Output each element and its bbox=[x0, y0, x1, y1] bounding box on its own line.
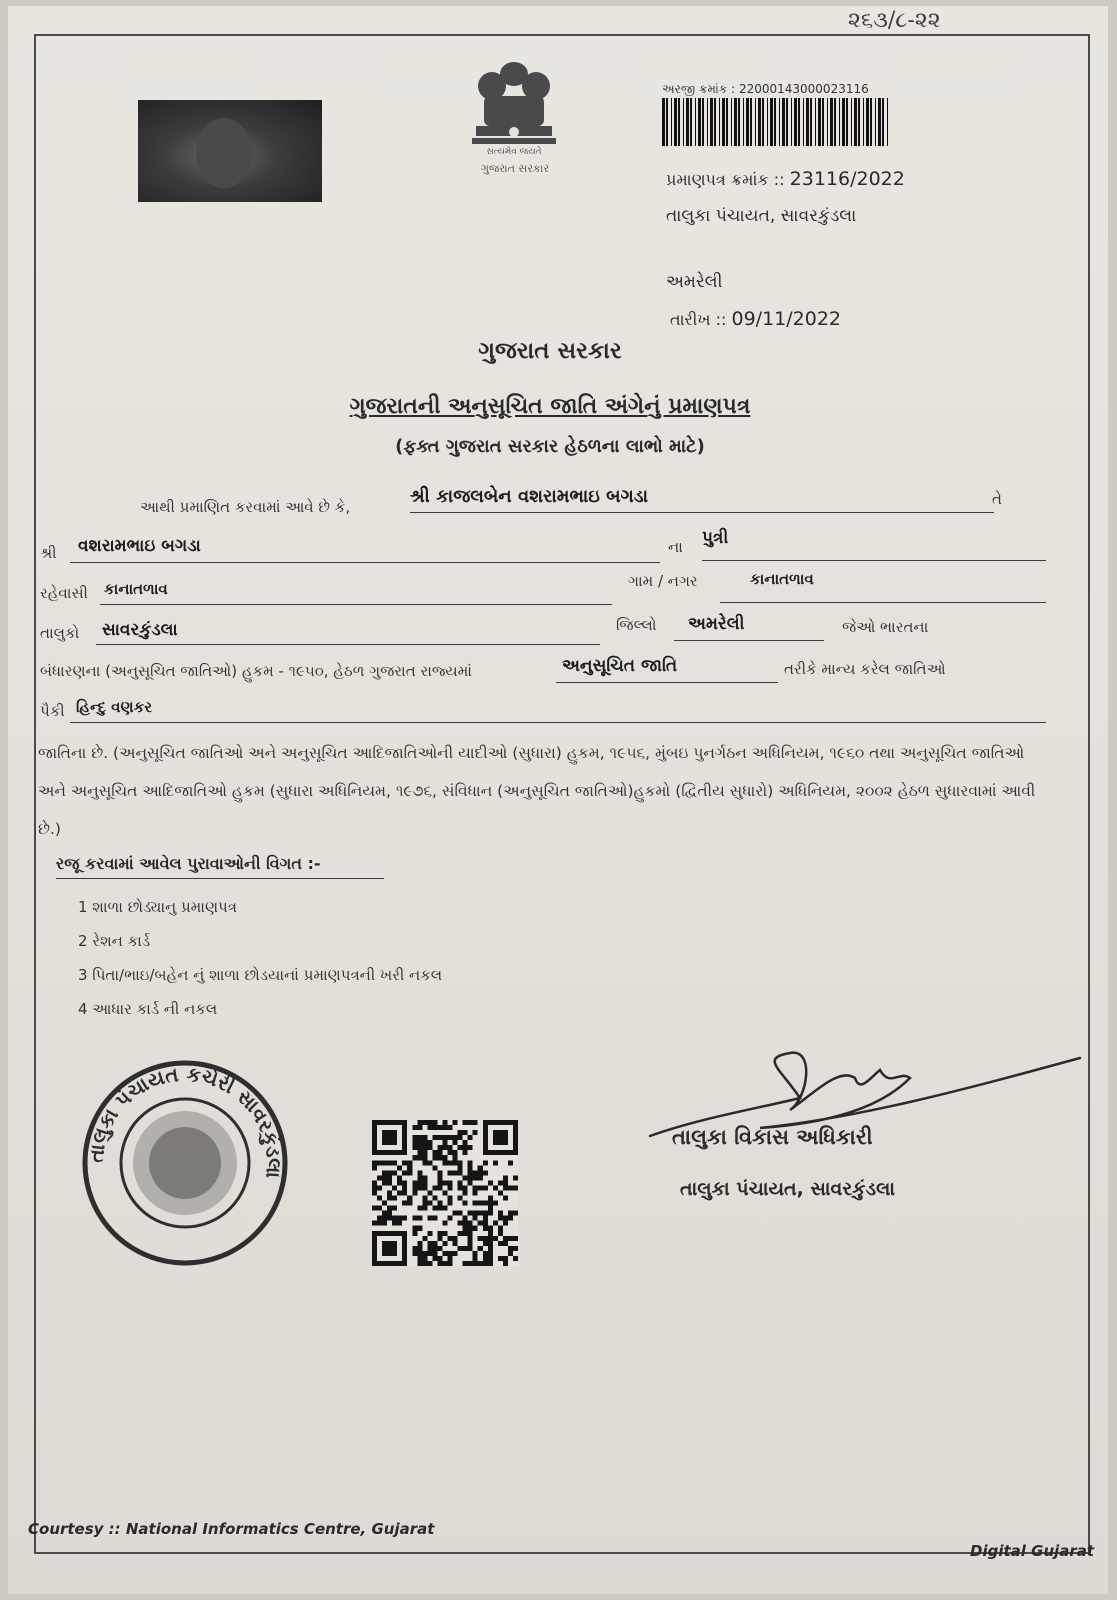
te-text: તે bbox=[992, 490, 1002, 508]
certificate-number-label: પ્રમાણપત્ર ક્રમાંક :: bbox=[666, 170, 785, 189]
caste-underline bbox=[70, 722, 1046, 723]
evidence-item: 1 શાળા છોડ્યાનુ પ્રમાણપત્ર bbox=[78, 898, 237, 916]
taluka-underline bbox=[96, 644, 600, 645]
application-value: 22000143000023116 bbox=[738, 82, 869, 96]
village-underline bbox=[720, 602, 1046, 603]
qr-code-icon bbox=[372, 1120, 518, 1266]
applicant-photo bbox=[138, 100, 322, 202]
caste-value: હિન્દુ વણકર bbox=[76, 698, 152, 716]
constitution-text: બંધારણના (અનુસૂચિત જાતિઓ) હુકમ - ૧૯૫૦, હેઠળ ગુજરાત રાજ્યમાં bbox=[40, 662, 472, 680]
seal-text: તાલુકા પંચાયત કચેરી સાવરકુંડલા bbox=[83, 1061, 287, 1179]
relation-value: પુત્રી bbox=[702, 528, 729, 548]
footer-courtesy: Courtesy :: National Informatics Centre, Gujarat bbox=[28, 1520, 435, 1538]
application-number bbox=[662, 82, 869, 97]
recognized-text: તરીકે માન્ય કરેલ જાતિઓ bbox=[784, 660, 946, 678]
barcode bbox=[662, 98, 892, 146]
category-value: અનુસૂચિત જાતિ bbox=[562, 656, 678, 676]
village-value: કાનાતળાવ bbox=[750, 570, 814, 588]
office-seal-icon bbox=[80, 1058, 290, 1268]
footer-brand: Digital Gujarat bbox=[970, 1542, 1095, 1560]
issuing-district: અમરેલી bbox=[666, 272, 723, 292]
name-underline bbox=[410, 512, 994, 513]
signatory-office: તાલુકા પંચાયત, સાવરકુંડલા bbox=[680, 1178, 896, 1200]
government-heading: ગુજરાત સરકાર bbox=[478, 338, 622, 364]
na-text: ના bbox=[668, 538, 683, 556]
certificate-subtitle: (ફક્ત ગુજરાત સરકાર હેઠળના લાભો માટે) bbox=[395, 436, 705, 457]
district-value: અમરેલી bbox=[688, 614, 745, 634]
resident-value: કાનાતળાવ bbox=[104, 580, 168, 598]
emblem-motto: સત્યમેવ જયતે bbox=[486, 147, 542, 156]
issue-date-value: 09/11/2022 bbox=[731, 308, 842, 330]
certificate-number-value: 23116/2022 bbox=[789, 168, 905, 190]
taluka-value: સાવરકુંડલા bbox=[102, 620, 178, 640]
legal-paragraph: જાતિના છે. (અનુસૂચિત જાતિઓ અને અનુસૂચિત આદિજાતિઓની યાદીઓ (સુધારા) હુકમ, ૧૯૫૬, મુંબઇ પુનર્ગઠન અધિનિયમ, ૧૯૬૦ તથા અનુસૂચિત જાતિઓ અને અનુસૂચિત આદિજાતિઓ હુકમ (સુધારા અધિનિયમ, ૧૯૭૬, સંવિધાન (અનુસૂચિત જાતિઓ)હુકમો (દ્વિતીય સુધારો) અધિનિયમ, ૨૦૦૨ હેઠળ સુધારવામાં આવી છે.) bbox=[38, 744, 1036, 838]
certificate-title: ગુજરાતની અનુસૂચિત જાતિ અંગેનું પ્રમાણપત્ર bbox=[349, 394, 751, 419]
applicant-name: શ્રી કાજલબેન વશરામભાઇ બગડા bbox=[410, 486, 649, 507]
signatory-title: તાલુકા વિકાસ અધિકારી bbox=[672, 1125, 873, 1149]
taluka-label: તાલુકો bbox=[40, 624, 80, 642]
resident-underline bbox=[100, 604, 612, 605]
father-underline bbox=[70, 562, 660, 563]
evidence-underline bbox=[56, 878, 384, 879]
resident-label: રહેવાસી bbox=[40, 584, 88, 602]
issue-date-label: તારીખ :: bbox=[670, 310, 727, 329]
intro-text: આથી પ્રમાણિત કરવામાં આવે છે કે, bbox=[140, 498, 351, 516]
handwritten-note: ૨૬૩/૮-૨૨ bbox=[848, 8, 941, 33]
shri-text: શ્રી bbox=[40, 544, 57, 562]
district-label: જિલ્લો bbox=[616, 616, 657, 634]
issue-date bbox=[670, 308, 841, 330]
district-underline bbox=[674, 640, 824, 641]
category-underline bbox=[556, 682, 778, 683]
evidence-item: 2 રેશન કાર્ડ bbox=[78, 932, 151, 950]
ashoka-emblem-icon bbox=[462, 56, 566, 156]
father-name: વશરામભાઇ બગડા bbox=[78, 536, 201, 556]
evidence-heading: રજૂ કરવામાં આવેલ પુરાવાઓની વિગત :- bbox=[56, 854, 321, 873]
emblem-caption: ગુજરાત સરકાર bbox=[480, 162, 550, 175]
issuing-office: તાલુકા પંચાયત, સાવરકુંડલા bbox=[666, 206, 857, 226]
certificate-number bbox=[666, 168, 905, 190]
evidence-item: 3 પિતા/ભાઇ/બહેન નું શાળા છોડયાનાં પ્રમાણપત્રની ખરી નકલ bbox=[78, 966, 443, 984]
evidence-item: 4 આધાર કાર્ડ ની નકલ bbox=[78, 1000, 218, 1018]
relation-underline bbox=[702, 560, 1046, 561]
village-label: ગામ / નગર bbox=[628, 572, 698, 590]
india-text: જેઓ ભારતના bbox=[842, 618, 929, 636]
application-label: અરજી ક્રમાંક : bbox=[662, 82, 736, 96]
among-label: પૈકી bbox=[40, 702, 65, 720]
